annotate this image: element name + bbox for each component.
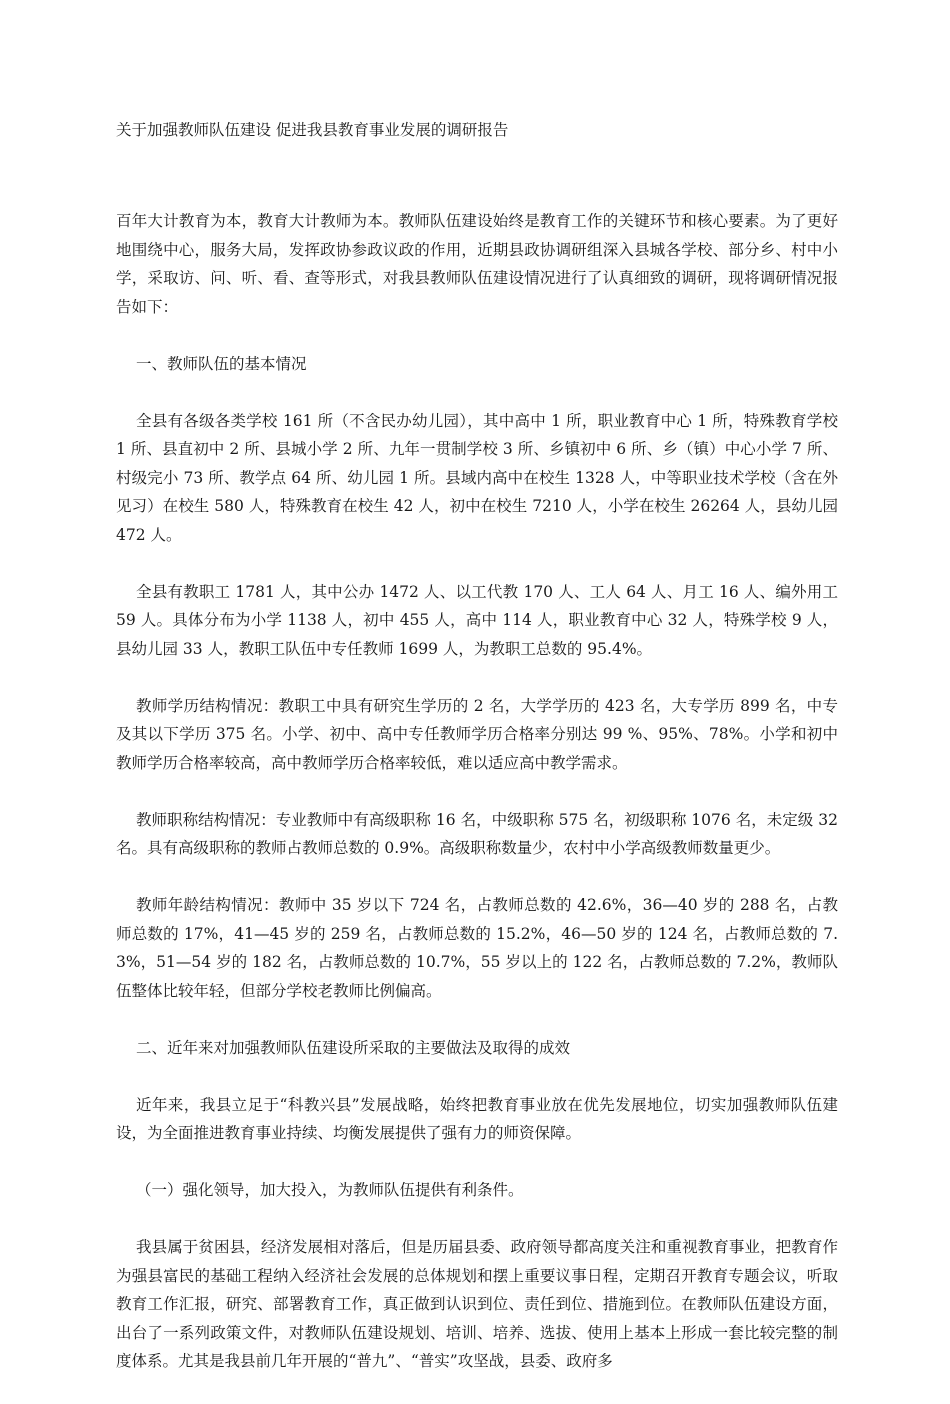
paragraph-schools: 全县有各级各类学校 161 所（不含民办幼儿园），其中高中 1 所，职业教育中心 1 所，特殊教育学校 1 所、县直初中 2 所、县城小学 2 所、九年一贯制学校 3 所、乡镇初中 6 所、乡（镇）中心小学 7 所、村级完小 73 所、教学点 64 所、幼儿园 1 所。县域内高中在校生 1328 人，中等职业技术学校（含在外见习）在校生 580 人，特殊教育在校生 42 人，初中在校生 7210 人，小学在校生 26264 人，县幼儿园 472 人。 xyxy=(116,411,838,544)
section-heading-measures: 二、近年来对加强教师队伍建设所采取的主要做法及取得的成效 xyxy=(136,1038,571,1057)
document-title: 关于加强教师队伍建设 促进我县教育事业发展的调研报告 xyxy=(116,121,509,139)
paragraph-leadership: 我县属于贫困县，经济发展相对落后，但是历届县委、政府领导都高度关注和重视教育事业，把教育作为强县富民的基础工程纳入经济社会发展的总体规划和摆上重要议事日程，定期召开教育专题会议，听取教育工作汇报，研究、部署教育工作，真正做到认识到位、责任到位、措施到位。在教师队伍建设方面，出台了一系列政策文件，对教师队伍建设规划、培训、培养、选拔、使用上基本上形成一套比较完整的制度体系。尤其是我县前几年开展的“普九”、“普实”攻坚战，县委、政府多 xyxy=(116,1238,838,1370)
paragraph-intro: 百年大计教育为本，教育大计教师为本。教师队伍建设始终是教育工作的关键环节和核心要素。为了更好地围绕中心，服务大局，发挥政协参政议政的作用，近期县政协调研组深入县城各学校、部分乡、村中小学，采取访、问、听、看、查等形式，对我县教师队伍建设情况进行了认真细致的调研，现将调研情况报告如下： xyxy=(116,212,838,316)
document-body xyxy=(116,207,838,1404)
paragraph-education-structure: 教师学历结构情况：教职工中具有研究生学历的 2 名，大学学历的 423 名，大专学历 899 名，中专及其以下学历 375 名。小学、初中、高中专任教师学历合格率分别达 99 %、95%、78%。小学和初中教师学历合格率较高，高中教师学历合格率较低，难以适应高中教学需求。 xyxy=(116,696,838,772)
paragraph-recent-years: 近年来，我县立足于“科教兴县”发展战略，始终把教育事业放在优先发展地位，切实加强教师队伍建设，为全面推进教育事业持续、均衡发展提供了强有力的师资保障。 xyxy=(116,1095,838,1142)
subsection-heading-leadership: （一）强化领导，加大投入，为教师队伍提供有利条件。 xyxy=(136,1181,524,1199)
paragraph-title-structure: 教师职称结构情况：专业教师中有高级职称 16 名，中级职称 575 名，初级职称 1076 名，未定级 32 名。具有高级职称的教师占教师总数的 0.9%。高级职称数量少，农村中小学高级教师数量更少。 xyxy=(116,810,838,857)
section-heading-basic-situation: 一、教师队伍的基本情况 xyxy=(136,354,307,373)
paragraph-age-structure: 教师年龄结构情况：教师中 35 岁以下 724 名，占教师总数的 42.6%，36—40 岁的 288 名，占教师总数的 17%，41—45 岁的 259 名，占教师总数的 15.2%，46—50 岁的 124 名，占教师总数的 7.3%，51—54 岁的 182 名，占教师总数的 10.7%，55 岁以上的 122 名，占教师总数的 7.2%，教师队伍整体比较年轻，但部分学校老教师比例偏高。 xyxy=(116,896,838,1000)
paragraph-staff: 全县有教职工 1781 人，其中公办 1472 人、以工代教 170 人、工人 64 人、月工 16 人、编外用工 59 人。具体分布为小学 1138 人，初中 455 人，高中 114 人，职业教育中心 32 人，特殊学校 9 人，县幼儿园 33 人，教职工队伍中专任教师 1699 人，为教职工总数的 95.4%。 xyxy=(116,582,838,658)
